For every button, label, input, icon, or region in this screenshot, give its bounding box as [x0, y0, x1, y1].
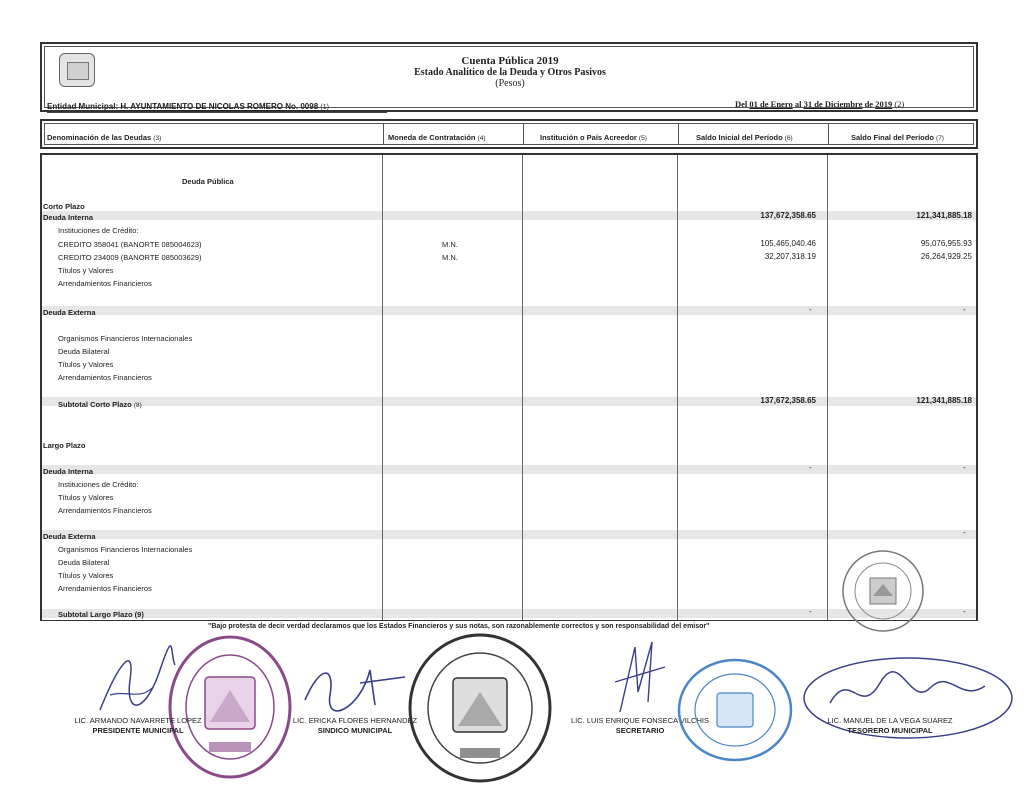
subtotal-corto-plazo-text: Subtotal Corto Plazo	[58, 400, 132, 409]
report-header	[40, 42, 978, 112]
cp-titulos-ext-label: Títulos y Valores	[58, 360, 114, 369]
cp-deuda-interna-saldo-final: 121,341,885.18	[916, 211, 972, 220]
entidad-note: (1)	[320, 104, 329, 111]
col-denominacion	[47, 133, 161, 142]
subtotal-largo-plazo-label: Subtotal Largo Plazo (9)	[58, 610, 144, 619]
cp-instituciones-label: Instituciones de Crédito:	[58, 226, 139, 235]
cp-deuda-interna-label: Deuda Interna	[43, 213, 94, 222]
secretario-name: LIC. LUIS ENRIQUE FONSECA VILCHIS	[571, 716, 709, 725]
row-band	[42, 465, 976, 474]
subtotal-corto-plazo-label	[58, 400, 142, 409]
col-line	[827, 155, 828, 620]
col-line	[382, 155, 383, 620]
sindico-signature	[300, 655, 410, 715]
col-saldo-inicial-label: Saldo Inicial del Período	[696, 133, 783, 142]
col-denominacion-label: Denominación de las Deudas	[47, 133, 152, 142]
subtotal-cp-saldo-final: 121,341,885.18	[916, 396, 972, 405]
municipal-logo	[59, 53, 95, 87]
tesorero-name: LIC. MANUEL DE LA VEGA SUAREZ	[827, 716, 953, 725]
cp-deuda-interna-saldo-inicial: 137,672,358.65	[760, 211, 816, 220]
entidad-underline	[47, 112, 387, 113]
col-divider	[828, 124, 829, 144]
declaration: "Bajo protesta de decir verdad declaramos que los Estados Financieros y sus notas, son razonablemente correctos y son responsabilidad del emisor"	[208, 623, 710, 630]
col-saldo-inicial	[696, 133, 793, 142]
lp-arrendamientos-ext-label: Arrendamientos Financieros	[58, 584, 152, 593]
presidente-name: LIC. ARMANDO NAVARRETE LOPEZ	[74, 716, 202, 725]
cp-titulos-label: Títulos y Valores	[58, 266, 114, 275]
credito-358041-saldo-inicial: 105,465,040.46	[760, 239, 816, 248]
lp-deuda-interna-inicial-dash: -	[809, 463, 812, 472]
column-header-row	[40, 119, 978, 149]
lp-deuda-externa-final-dash: -	[963, 528, 966, 537]
column-header-inner	[44, 123, 974, 145]
lp-titulos-ext-label: Títulos y Valores	[58, 571, 114, 580]
cp-arrendamientos-ext-label: Arrendamientos Financieros	[58, 373, 152, 382]
col-institucion-note: (5)	[638, 135, 647, 142]
col-moneda-note: (4)	[477, 135, 486, 142]
tesoreria-seal	[840, 548, 926, 634]
report-header-inner	[44, 46, 974, 111]
periodo-note: (2)	[894, 99, 905, 109]
debt-table-body	[40, 153, 978, 621]
col-line	[677, 155, 678, 620]
lp-instituciones-label: Instituciones de Crédito:	[58, 480, 139, 489]
credito-234009-label: CREDITO 234009 (BANORTE 085003629)	[58, 253, 202, 262]
col-denominacion-note: (3)	[153, 135, 162, 142]
lp-bilateral-label: Deuda Bilateral	[58, 558, 110, 567]
cp-deuda-externa-final-dash: -	[963, 305, 966, 314]
sindico-name: LIC. ERICKA FLORES HERNANDEZ	[292, 716, 418, 725]
col-line	[522, 155, 523, 620]
entidad-municipal	[47, 102, 329, 111]
periodo-end: 31 de Diciembre	[803, 99, 863, 109]
col-saldo-final-note: (7)	[936, 135, 944, 142]
periodo-start: 01 de Enero	[749, 99, 793, 109]
signature-tesorero	[810, 716, 970, 736]
row-band	[42, 609, 976, 618]
presidente-signature	[90, 640, 180, 720]
periodo	[735, 99, 904, 109]
col-saldo-final	[851, 133, 944, 142]
credito-358041-label: CREDITO 358041 (BANORTE 085004623)	[58, 240, 202, 249]
cp-arrendamientos-label: Arrendamientos Financieros	[58, 279, 152, 288]
credito-234009-moneda: M.N.	[442, 253, 458, 262]
report-title: Cuenta Pública 2019	[461, 55, 559, 67]
secretario-signature	[610, 632, 670, 722]
report-subtitle: Estado Analítico de la Deuda y Otros Pasivos	[414, 67, 606, 78]
subtotal-lp-final-dash: -	[963, 607, 966, 616]
row-band	[42, 211, 976, 220]
report-units: (Pesos)	[495, 78, 525, 89]
col-institucion	[540, 133, 647, 142]
col-institucion-label: Institución o País Acreedor	[540, 133, 637, 142]
periodo-de: de	[864, 99, 874, 109]
largo-plazo-heading: Largo Plazo	[43, 441, 86, 450]
credito-234009-saldo-final: 26,264,929.25	[920, 252, 972, 261]
signature-presidente	[48, 716, 228, 736]
sindico-role: SINDICO MUNICIPAL	[317, 726, 393, 735]
periodo-del: Del	[735, 99, 748, 109]
lp-arrendamientos-label: Arrendamientos Financieros	[58, 506, 152, 515]
lp-titulos-label: Títulos y Valores	[58, 493, 114, 502]
sindicatura-seal	[405, 630, 555, 785]
col-saldo-final-label: Saldo Final del Período	[851, 133, 934, 142]
entidad-label: Entidad Municipal:	[47, 102, 119, 111]
title-block	[345, 55, 675, 89]
lp-organismos-label: Organismos Financieros Internacionales	[58, 545, 193, 554]
cp-deuda-externa-inicial-dash: -	[809, 305, 812, 314]
credito-358041-moneda: M.N.	[442, 240, 458, 249]
periodo-al: al	[794, 99, 802, 109]
cp-organismos-label: Organismos Financieros Internacionales	[58, 334, 193, 343]
col-moneda-label: Moneda de Contratación	[388, 133, 476, 142]
secretaria-seal	[675, 655, 795, 765]
presidente-role: PRESIDENTE MUNICIPAL	[92, 726, 184, 735]
col-saldo-inicial-note: (6)	[784, 135, 793, 142]
col-moneda	[388, 133, 486, 142]
entidad-value: H. AYUNTAMIENTO DE NICOLAS ROMERO No. 0098	[120, 102, 319, 111]
row-band	[42, 530, 976, 539]
subtotal-lp-inicial-dash: -	[809, 607, 812, 616]
row-band	[42, 397, 976, 406]
col-divider	[523, 124, 524, 144]
lp-deuda-externa-label: Deuda Externa	[43, 532, 96, 541]
deuda-publica-heading: Deuda Pública	[182, 177, 234, 186]
cp-bilateral-label: Deuda Bilateral	[58, 347, 110, 356]
lp-deuda-interna-final-dash: -	[963, 463, 966, 472]
credito-358041-saldo-final: 95,076,955.93	[920, 239, 972, 248]
subtotal-corto-plazo-note: (8)	[133, 402, 142, 409]
lp-deuda-interna-label: Deuda Interna	[43, 467, 94, 476]
row-band	[42, 306, 976, 315]
subtotal-cp-saldo-inicial: 137,672,358.65	[760, 396, 816, 405]
credito-234009-saldo-inicial: 32,207,318.19	[764, 252, 816, 261]
periodo-year: 2019	[875, 99, 893, 109]
tesorero-role: TESORERO MUNICIPAL	[847, 726, 933, 735]
corto-plazo-heading: Corto Plazo	[43, 202, 85, 211]
col-divider	[678, 124, 679, 144]
secretario-role: SECRETARIO	[615, 726, 665, 735]
presidencia-seal	[165, 632, 295, 782]
cp-deuda-externa-label: Deuda Externa	[43, 308, 96, 317]
col-divider	[383, 124, 384, 144]
